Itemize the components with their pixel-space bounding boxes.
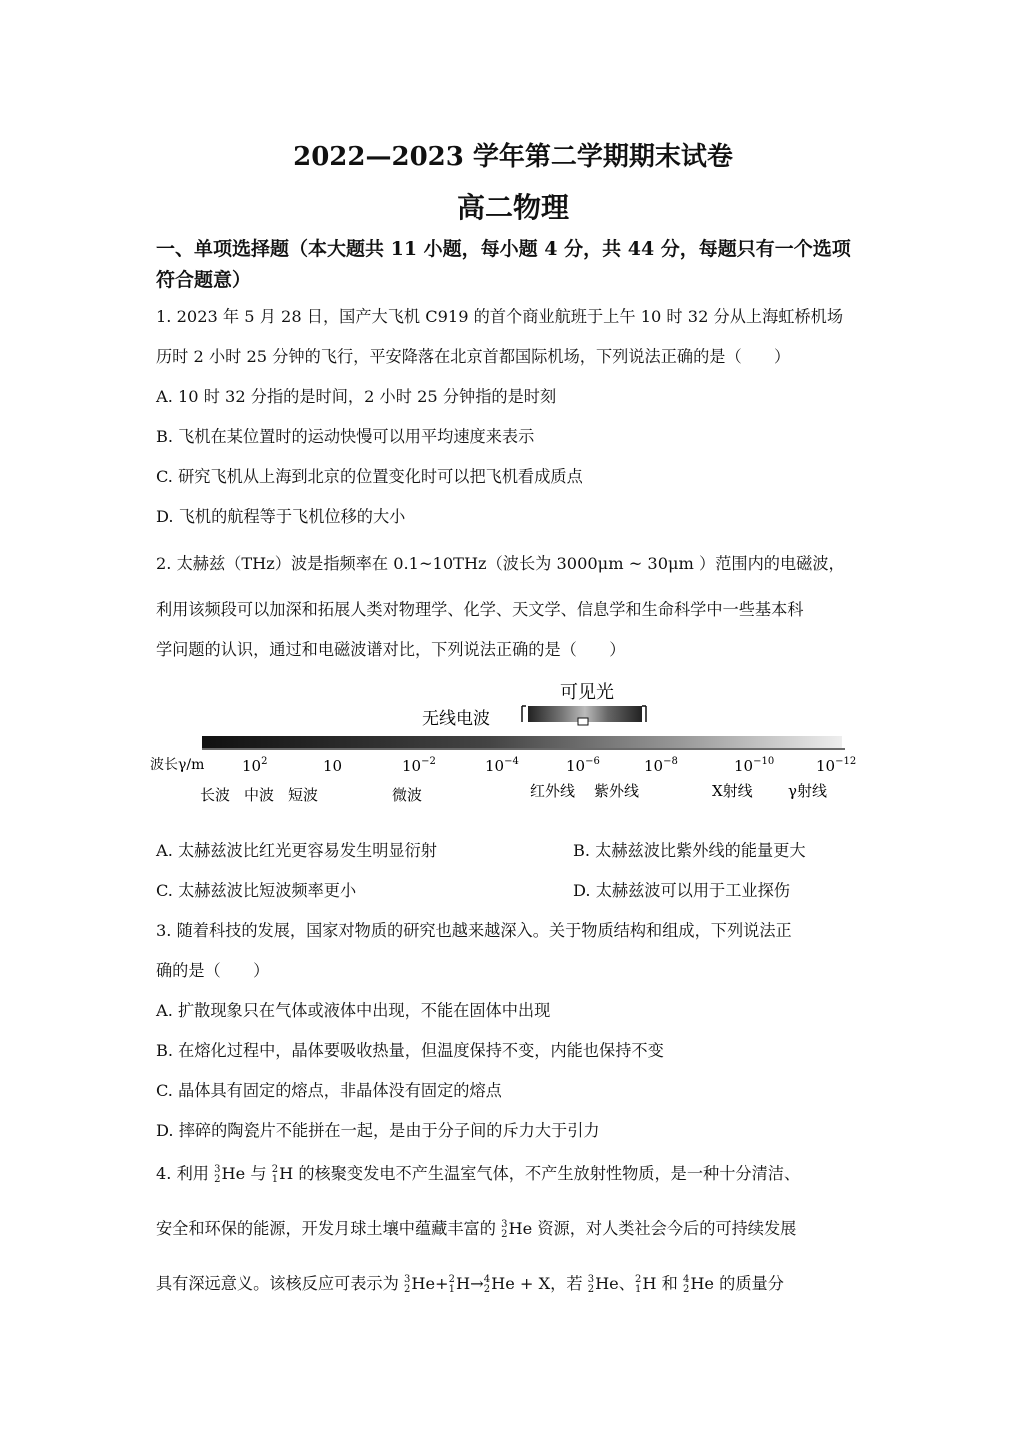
- he3-isotope-notation: 3 2: [501, 1218, 508, 1240]
- tick-label-5: $10^{-6}$: [566, 756, 600, 775]
- tick-label-2: 10: [323, 757, 343, 775]
- band-microwave: 微波: [392, 786, 423, 804]
- h2-isotope-notation: 2 1: [634, 1273, 642, 1295]
- q1-stem-line1: 1. 2023 年 5 月 28 日，国产大飞机 C919 的首个商业航班于上午 10 时 32 分从上海虹桥机场: [156, 307, 844, 326]
- exam-title: 2022—2023 学年第二学期期末试卷: [293, 142, 733, 172]
- band-gamma-ray: γ射线: [788, 782, 827, 800]
- subject-title: 高二物理: [456, 191, 569, 224]
- section-heading: [156, 234, 876, 296]
- q2-stem-line1: 2. 太赫兹（THz）波是指频率在 0.1~10THz（波长为 3000μm ~ 30μm ）范围内的电磁波，: [156, 554, 845, 573]
- h2-isotope-notation: 2 1: [448, 1273, 455, 1295]
- em-spectrum-figure: [150, 672, 870, 812]
- q4-stem-line1: 4. 利用 3 2 He 与 2 1 H 的核聚变发电不产生温室气体，不产生放射性物质，是一种十分清洁、: [156, 1163, 801, 1185]
- q1-option-a: A. 10 时 32 分指的是时间，2 小时 25 分钟指的是时刻: [156, 387, 557, 406]
- reaction-arrow: →: [470, 1274, 484, 1293]
- tick-label-8: $10^{-12}$: [816, 756, 857, 775]
- q3-stem-line1: 3. 随着科技的发展，国家对物质的研究也越来越深入。关于物质结构和组成，下列说法正: [156, 921, 792, 940]
- he3-isotope-notation: 3 2: [214, 1163, 221, 1185]
- tick-label-6: $10^{-8}$: [644, 756, 678, 775]
- q4-stem-line2: 安全和环保的能源，开发月球土壤中蕴藏丰富的 3 2 He 资源，对人类社会今后的可持续发展: [156, 1218, 797, 1240]
- q1-option-b: B. 飞机在某位置时的运动快慢可以用平均速度来表示: [156, 427, 535, 446]
- q2-option-d: D. 太赫兹波可以用于工业探伤: [573, 881, 790, 900]
- q3-option-c: C. 晶体具有固定的熔点，非晶体没有固定的熔点: [156, 1081, 502, 1100]
- q2-option-c: C. 太赫兹波比短波频率更小: [156, 881, 357, 900]
- he3-isotope-notation: 3 2: [403, 1273, 411, 1295]
- he4-isotope-notation: 4 2: [483, 1273, 491, 1295]
- q3-stem-line2: 确的是（ ）: [156, 961, 270, 980]
- visible-light-label: 可见光: [560, 682, 614, 703]
- section-heading-line2: 符合题意）: [156, 269, 252, 291]
- q3-option-b: B. 在熔化过程中，晶体要吸收热量，但温度保持不变，内能也保持不变: [156, 1041, 664, 1060]
- q3-option-a: A. 扩散现象只在气体或液体中出现，不能在固体中出现: [156, 1001, 551, 1020]
- visible-marker: [578, 718, 588, 725]
- q1-option-c: C. 研究飞机从上海到北京的位置变化时可以把飞机看成质点: [156, 467, 583, 486]
- tick-label-1: $10^2$: [242, 756, 268, 775]
- q2-stem-line3: 学问题的认识，通过和电磁波谱对比，下列说法正确的是（ ）: [156, 640, 626, 659]
- band-infrared: 红外线: [530, 782, 576, 800]
- q3-option-d: D. 摔碎的陶瓷片不能拼在一起，是由于分子间的斥力大于引力: [156, 1121, 600, 1140]
- tick-label-7: $10^{-10}$: [734, 756, 775, 775]
- section-heading-line1: 一、单项选择题（本大题共 11 小题，每小题 4 分，共 44 分，每题只有一个选项: [156, 238, 851, 260]
- radio-wave-label: 无线电波: [422, 709, 490, 729]
- band-labels: [200, 782, 827, 804]
- he4-isotope-notation: 4 2: [682, 1273, 690, 1295]
- he3-isotope-notation: 3 2: [587, 1273, 595, 1295]
- band-x-ray: X射线: [712, 782, 753, 800]
- q1-option-d: D. 飞机的航程等于飞机位移的大小: [156, 507, 406, 526]
- tick-label-4: $10^{-4}$: [485, 756, 519, 775]
- q2-stem-line2: 利用该频段可以加深和拓展人类对物理学、化学、天文学、信息学和生命科学中一些基本科: [156, 600, 804, 619]
- tick-label-3: $10^{-2}$: [402, 756, 436, 775]
- spectrum-bar: [202, 736, 842, 748]
- q2-option-a: A. 太赫兹波比红光更容易发生明显衍射: [156, 841, 437, 860]
- band-ultraviolet: 紫外线: [594, 782, 640, 800]
- band-medium-wave: 中波: [244, 786, 275, 804]
- q2-option-b: B. 太赫兹波比紫外线的能量更大: [573, 841, 806, 860]
- q1-stem-line2: 历时 2 小时 25 分钟的飞行，平安降落在北京首都国际机场，下列说法正确的是（ ）: [156, 347, 791, 366]
- tick-labels: [242, 756, 856, 775]
- h2-isotope-notation: 2 1: [271, 1163, 279, 1185]
- band-short-wave: 短波: [288, 786, 319, 804]
- wavelength-axis-label: 波长γ/m: [150, 757, 205, 773]
- q4-stem-line3: 具有深远意义。该核反应可表示为 3 2 He+ 2 1 H→ 4 2 He + X，若 3 2 He、 2 1 H 和 4 2 He 的质量分: [156, 1273, 784, 1295]
- band-long-wave: 长波: [200, 786, 231, 804]
